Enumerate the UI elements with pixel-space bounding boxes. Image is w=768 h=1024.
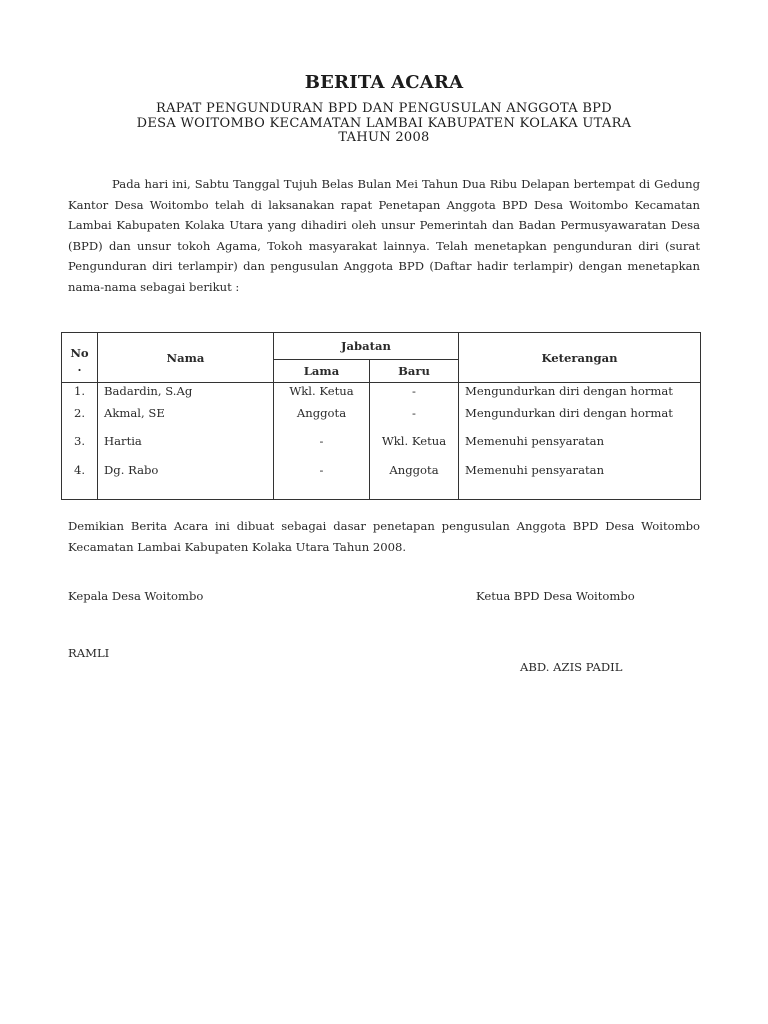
closing-paragraph: Demikian Berita Acara ini dibuat sebagai dasar penetapan pengusulan Anggota BPD Desa Woitombo Kecamatan Lambai Kabupaten Kolaka Utara Tahun 2008. <box>68 519 700 554</box>
row-nama: Dg. Rabo <box>98 455 274 500</box>
table-row <box>62 383 701 400</box>
row-keterangan: Memenuhi pensyaratan <box>459 455 701 500</box>
row-baru: Wkl. Ketua <box>370 427 459 455</box>
header-no: No . <box>62 333 98 383</box>
row-no: 2. <box>62 399 98 427</box>
row-lama: Wkl. Ketua <box>274 383 370 400</box>
row-no: 3. <box>62 427 98 455</box>
row-baru: - <box>370 399 459 427</box>
row-nama: Hartia <box>98 427 274 455</box>
row-lama: - <box>274 427 370 455</box>
header-lama: Lama <box>274 360 370 383</box>
subtitle-line-3: TAHUN 2008 <box>338 130 430 145</box>
row-baru: - <box>370 383 459 400</box>
row-no: 4. <box>62 455 98 500</box>
row-keterangan: Mengundurkan diri dengan hormat <box>459 399 701 427</box>
opening-paragraph <box>68 174 700 297</box>
header-nama: Nama <box>98 333 274 383</box>
opening-paragraph-text: Pada hari ini, Sabtu Tanggal Tujuh Belas Bulan Mei Tahun Dua Ribu Delapan bertempat di Gedung Kantor Desa Woitombo telah di laksanakan rapat Penetapan Anggota BPD Desa Woitombo Kecamatan Lambai Kabupaten Kolaka Utara yang dihadiri oleh unsur Pemerintah dan Badan Permusyawaratan Desa (BPD) dan unsur tokoh Agama, Tokoh masyarakat lainnya. Telah menetapkan pengunduran diri (surat Pengunduran diri terlampir) dan pengusulan Anggota BPD (Daftar hadir terlampir) dengan menetapkan nama-nama sebagai berikut : <box>68 177 700 294</box>
document-title: BERITA ACARA <box>304 72 464 93</box>
row-lama: Anggota <box>274 399 370 427</box>
header-jabatan: Jabatan <box>274 333 459 360</box>
header-keterangan: Keterangan <box>459 333 701 383</box>
subtitle-line-1: RAPAT PENGUNDURAN BPD DAN PENGUSULAN ANGGOTA BPD <box>156 101 612 116</box>
right-signatory-name: ABD. AZIS PADIL <box>520 660 623 674</box>
row-keterangan: Memenuhi pensyaratan <box>459 427 701 455</box>
row-lama: - <box>274 455 370 500</box>
row-keterangan: Mengundurkan diri dengan hormat <box>459 383 701 400</box>
left-signatory-title: Kepala Desa Woitombo <box>68 589 204 603</box>
right-signatory-title: Ketua BPD Desa Woitombo <box>476 589 635 603</box>
header-baru: Baru <box>370 360 459 383</box>
table-row <box>62 455 701 500</box>
left-signatory-name: RAMLI <box>68 646 110 660</box>
table-row <box>62 399 701 427</box>
row-baru: Anggota <box>370 455 459 500</box>
row-nama: Akmal, SE <box>98 399 274 427</box>
row-nama: Badardin, S.Ag <box>98 383 274 400</box>
members-table <box>61 332 701 500</box>
subtitle-line-2: DESA WOITOMBO KECAMATAN LAMBAI KABUPATEN KOLAKA UTARA <box>136 115 632 131</box>
table-row <box>62 427 701 455</box>
row-no: 1. <box>62 383 98 400</box>
document-subtitle <box>0 102 768 146</box>
